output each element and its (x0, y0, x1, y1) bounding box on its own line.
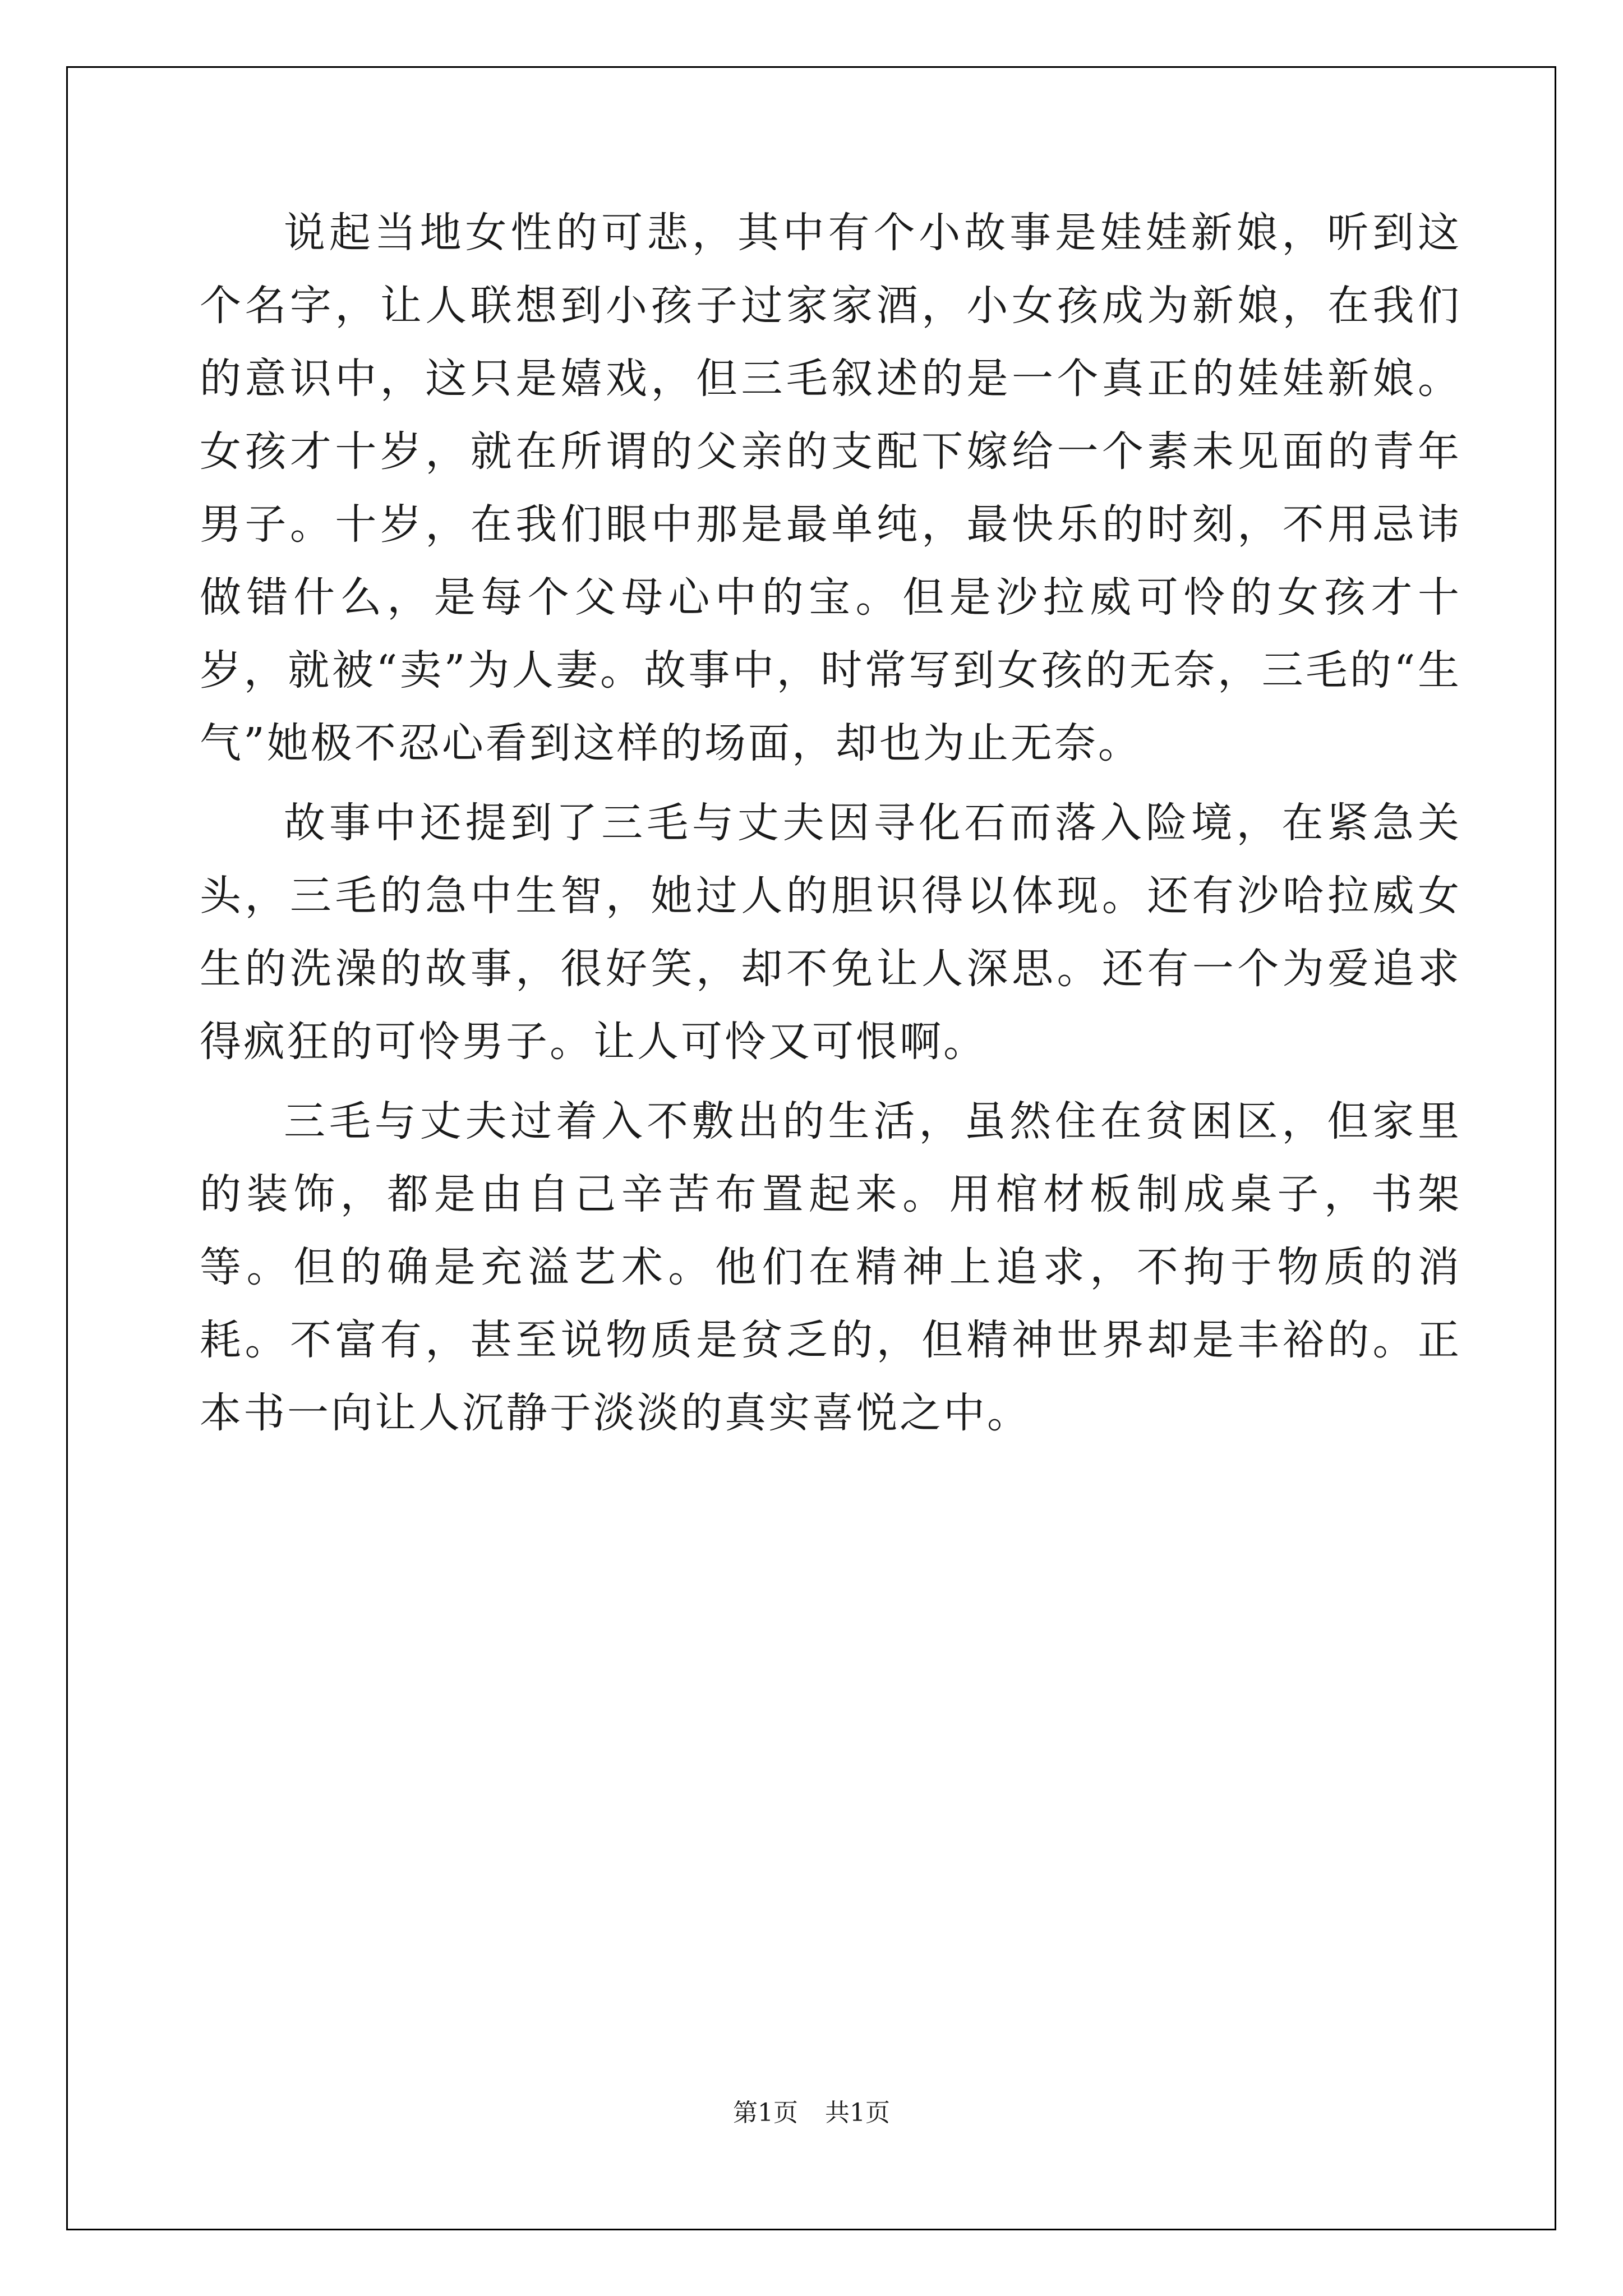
page-footer (0, 2092, 1623, 2128)
paragraph-1: 说起当地女性的可悲，其中有个小故事是娃娃新娘，听到这个名字，让人联想到小孩子过家家酒，小女孩成为新娘，在我们的意识中，这只是嬉戏，但三毛叙述的是一个真正的娃娃新娘。女孩才十岁，就在所谓的父亲的支配下嫁给一个素未见面的青年男子。十岁，在我们眼中那是最单纯，最快乐的时刻，不用忌讳做错什么，是每个父母心中的宝。但是沙拉威可怜的女孩才十岁，就被“卖”为人妻。故事中，时常写到女孩的无奈，三毛的“生气”她极不忍心看到这样的场面，却也为止无奈。 (200, 209, 1461, 767)
page-number: 第1页 (733, 2099, 798, 2127)
paragraph-2: 故事中还提到了三毛与丈夫因寻化石而落入险境，在紧急关头，三毛的急中生智，她过人的胆识得以体现。还有沙哈拉威女生的洗澡的故事，很好笑，却不免让人深思。还有一个为爱追求得疯狂的可怜男子。让人可怜又可恨啊。 (200, 799, 1461, 1066)
document-body (200, 196, 1461, 1456)
paragraph-3: 三毛与丈夫过着入不敷出的生活，虽然住在贫困区，但家里的装饰，都是由自己辛苦布置起来。用棺材板制成桌子，书架等。但的确是充溢艺术。他们在精神上追求，不拘于物质的消耗。不富有，甚至说物质是贫乏的，但精神世界却是丰裕的。正本书一向让人沉静于淡淡的真实喜悦之中。 (200, 1097, 1461, 1437)
page-total: 共1页 (825, 2099, 890, 2127)
